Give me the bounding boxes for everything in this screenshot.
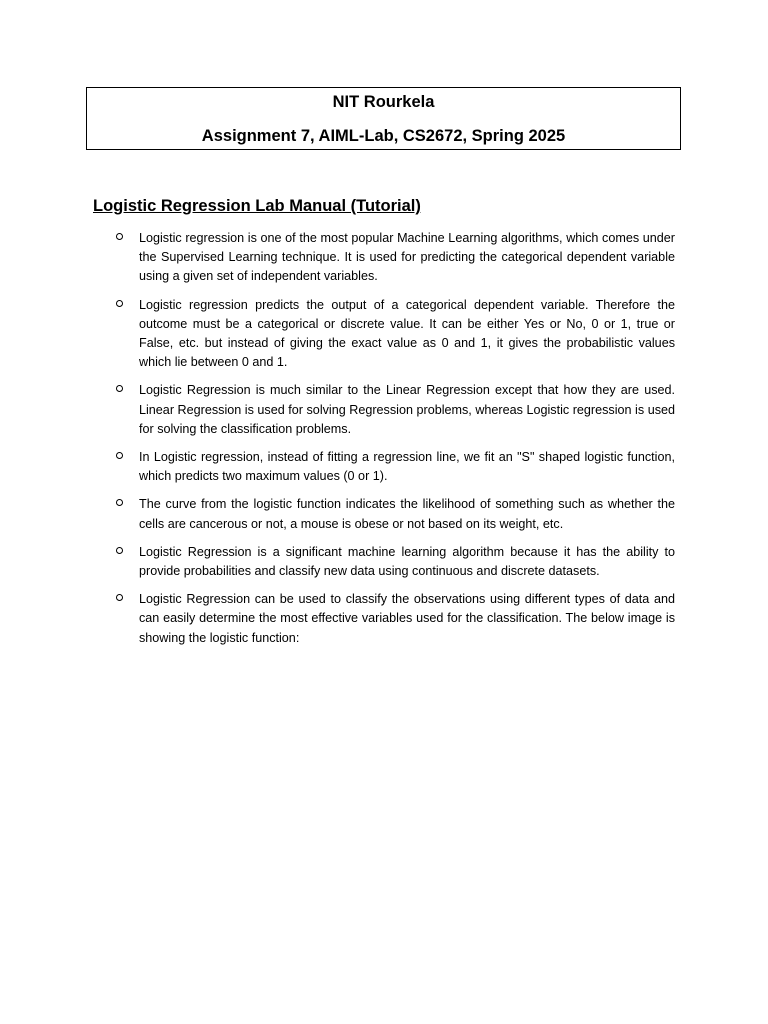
header-box: [86, 87, 681, 150]
list-item: [113, 448, 675, 486]
list-item: [113, 543, 675, 581]
circle-bullet-icon: [116, 499, 123, 506]
bullet-list: [113, 229, 675, 657]
bullet-text: In Logistic regression, instead of fitting a regression line, we fit an "S" shaped logistic function, which predicts two maximum values (0 or 1).: [139, 450, 675, 484]
circle-bullet-icon: [116, 300, 123, 307]
bullet-text: Logistic regression predicts the output of a categorical dependent variable. Therefore the outcome must be a categorical or discrete value. It can be either Yes or No, 0 or 1, true or False, etc. but instead of giving the exact value as 0 and 1, it gives the probabilistic values which lie between 0 and 1.: [139, 297, 675, 370]
circle-bullet-icon: [116, 385, 123, 392]
list-item: [113, 296, 675, 373]
list-item: [113, 381, 675, 439]
bullet-text: Logistic regression is one of the most popular Machine Learning algorithms, which comes under the Supervised Learning technique. It is used for predicting the categorical dependent variable using a given set of independent variables.: [139, 231, 675, 284]
bullet-text: The curve from the logistic function indicates the likelihood of something such as whether the cells are cancerous or not, a mouse is obese or not based on its weight, etc.: [139, 497, 675, 531]
bullet-text: Logistic Regression is a significant machine learning algorithm because it has the ability to provide probabilities and classify new data using continuous and discrete datasets.: [139, 544, 675, 579]
circle-bullet-icon: [116, 547, 123, 554]
list-item: [113, 590, 675, 648]
list-item: [113, 229, 675, 287]
section-title: Logistic Regression Lab Manual (Tutorial): [93, 197, 421, 215]
bullet-text: Logistic Regression is much similar to the Linear Regression except that how they are used. Linear Regression is used for solving Regression problems, whereas Logistic regression is used for solving the classification problems.: [139, 383, 675, 436]
list-item: [113, 495, 675, 533]
assignment-title: Assignment 7, AIML-Lab, CS2672, Spring 2025: [201, 127, 566, 145]
circle-bullet-icon: [116, 594, 123, 601]
circle-bullet-icon: [116, 233, 123, 240]
institution-name: NIT Rourkela: [332, 93, 435, 111]
circle-bullet-icon: [116, 452, 123, 459]
bullet-text: Logistic Regression can be used to classify the observations using different types of data and can easily determine the most effective variables used for the classification. The below image is showing the logistic function:: [139, 592, 675, 645]
